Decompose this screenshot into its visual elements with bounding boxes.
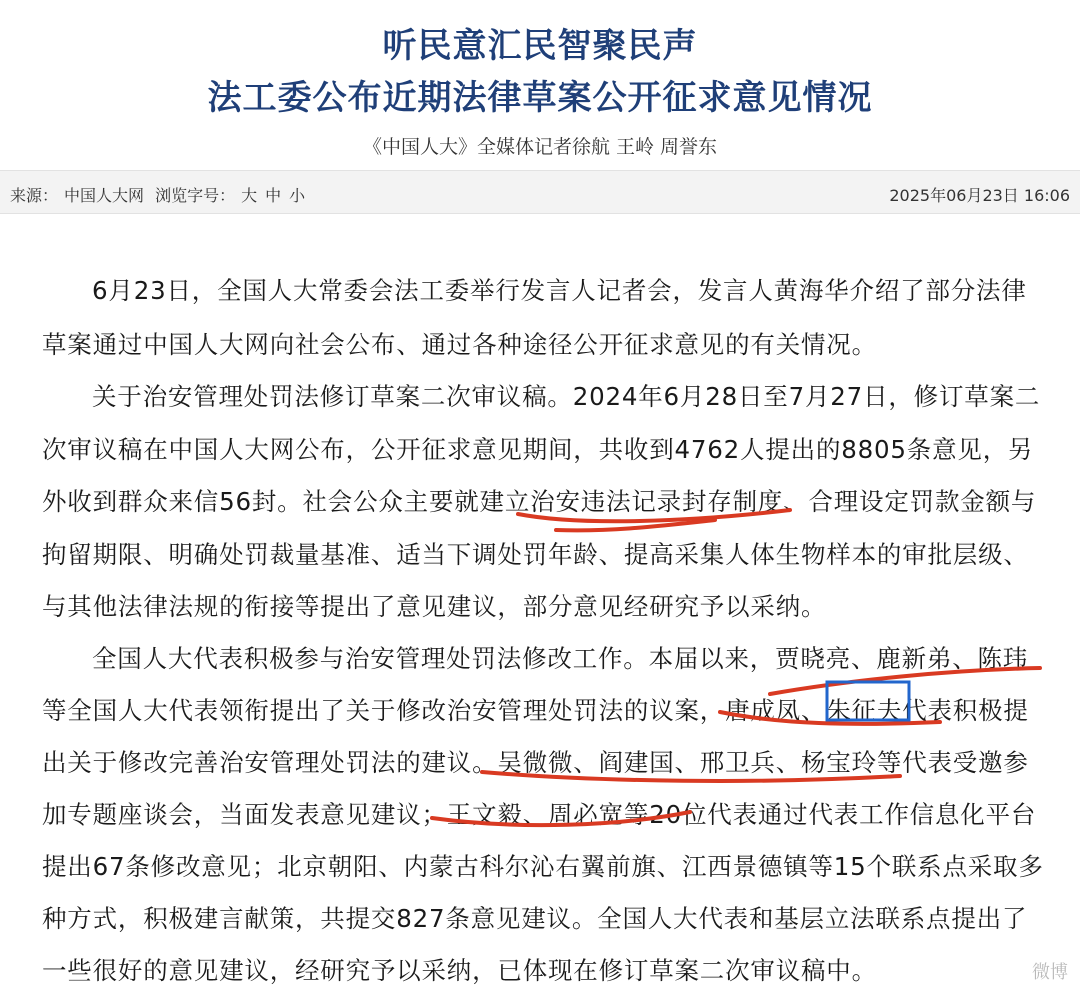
- headline-line-2: 法工委公布近期法律草案公开征求意见情况: [207, 78, 873, 118]
- article-line: 种方式，积极建言献策，共提交827条意见建议。全国人大代表和基层立法联系点提出了: [42, 904, 1028, 933]
- article-line: 次审议稿在中国人大网公布，公开征求意见期间，共收到4762人提出的8805条意见，另: [42, 435, 1034, 464]
- article-line: 外收到群众来信56封。社会公众主要就建立治安违法记录封存制度、合理设定罚款金额与: [42, 487, 1037, 516]
- byline: 《中国人大》全媒体记者徐航 王岭 周誉东: [362, 136, 718, 158]
- article-line: 与其他法律法规的衔接等提出了意见建议，部分意见经研究予以采纳。: [42, 592, 827, 621]
- meta-left: [10, 183, 313, 206]
- font-size-medium-button[interactable]: 中: [265, 186, 282, 205]
- article-line: 加专题座谈会，当面发表意见建议；王文毅、周必宽等20位代表通过代表工作信息化平台: [42, 800, 1037, 829]
- article-line: 提出67条修改意见；北京朝阳、内蒙古科尔沁右翼前旗、江西景德镇等15个联系点采取多: [42, 852, 1044, 881]
- article-line: 拘留期限、明确处罚裁量基准、适当下调处罚年龄、提高采集人体生物样本的审批层级、: [42, 540, 1029, 569]
- watermark: 微博: [1028, 958, 1072, 984]
- article-line: 全国人大代表积极参与治安管理处罚法修改工作。本届以来，贾晓亮、鹿新弟、陈玮: [92, 644, 1029, 673]
- red-underline-record-sealing-2: [556, 520, 715, 530]
- headline-line-1: 听民意汇民智聚民声: [382, 26, 698, 66]
- font-size-large-button[interactable]: 大: [241, 186, 258, 205]
- source-label: 来源：: [10, 186, 59, 205]
- article-meta-bar: [0, 170, 1080, 214]
- font-size-small-button[interactable]: 小: [289, 186, 306, 205]
- article-line: 出关于修改完善治安管理处罚法的建议。吴微微、阎建国、邢卫兵、杨宝玲等代表受邀参: [42, 748, 1029, 777]
- font-size-label: 浏览字号：: [155, 186, 236, 205]
- article-line: 6月23日，全国人大常委会法工委举行发言人记者会，发言人黄海华介绍了部分法律: [92, 276, 1027, 305]
- article-line: 等全国人大代表领衔提出了关于修改治安管理处罚法的议案，唐成凤、朱征夫代表积极提: [42, 696, 1029, 725]
- article-line: 关于治安管理处罚法修订草案二次审议稿。2024年6月28日至7月27日，修订草案二: [92, 382, 1041, 411]
- article-line: 草案通过中国人大网向社会公布、通过各种途径公开征求意见的有关情况。: [42, 330, 877, 359]
- publish-datetime: 2025年06月23日 16:06: [889, 186, 1070, 205]
- source-name[interactable]: 中国人大网: [64, 186, 145, 205]
- article-line: 一些很好的意见建议，经研究予以采纳，已体现在修订草案二次审议稿中。: [42, 956, 877, 985]
